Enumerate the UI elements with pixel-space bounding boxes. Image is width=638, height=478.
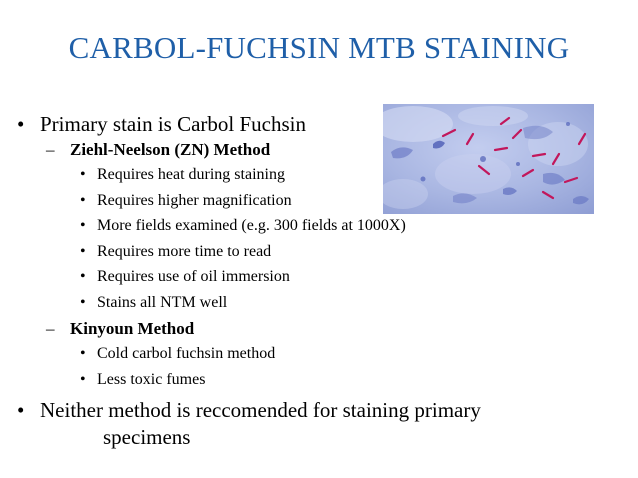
dash-icon: – (46, 319, 55, 338)
bullet-dot-icon: • (80, 217, 86, 234)
list-item-text: More fields examined (e.g. 300 fields at 1000X) (97, 217, 406, 234)
micrograph-image (383, 104, 594, 214)
list-item-text: Requires heat during staining (97, 166, 285, 183)
list-item (80, 294, 227, 312)
list-item (80, 268, 290, 286)
bullet-text: Neither method is reccomended for staining primary (40, 398, 481, 422)
bullet-item-primary-stain (17, 112, 306, 137)
bullet-dot-icon: • (80, 294, 86, 311)
list-item (80, 345, 275, 363)
bullet-dot-icon: • (80, 371, 86, 388)
list-item-text: Stains all NTM well (97, 294, 228, 311)
bullet-dot-icon: • (80, 166, 86, 183)
list-item (80, 243, 271, 261)
subheading-text: Ziehl-Neelson (ZN) Method (70, 140, 271, 159)
bullet-dot-icon: • (17, 112, 25, 136)
bullet-item-neither-method (17, 398, 481, 423)
list-item-text: Less toxic fumes (97, 371, 206, 388)
bullet-text: Primary stain is Carbol Fuchsin (40, 112, 306, 136)
micrograph-svg (383, 104, 594, 214)
subheading-zn-method (46, 140, 270, 160)
list-item (80, 371, 205, 389)
bullet-dot-icon: • (80, 243, 86, 260)
bullet-continuation: specimens (103, 425, 191, 449)
list-item (80, 217, 406, 235)
subheading-text: Kinyoun Method (70, 319, 195, 338)
bullet-dot-icon: • (80, 192, 86, 209)
list-item-text: Requires more time to read (97, 243, 272, 260)
dash-icon: – (46, 140, 55, 159)
bullet-dot-icon: • (80, 345, 86, 362)
subheading-kinyoun-method (46, 319, 194, 339)
list-item-text: Requires higher magnification (97, 192, 292, 209)
list-item-text: Requires use of oil immersion (97, 268, 290, 285)
list-item (80, 166, 285, 184)
bullet-dot-icon: • (80, 268, 86, 285)
slide-title: CARBOL-FUCHSIN MTB STAINING (68, 30, 570, 65)
list-item-text: Cold carbol fuchsin method (97, 345, 276, 362)
bullet-dot-icon: • (17, 398, 25, 422)
list-item (80, 192, 292, 210)
